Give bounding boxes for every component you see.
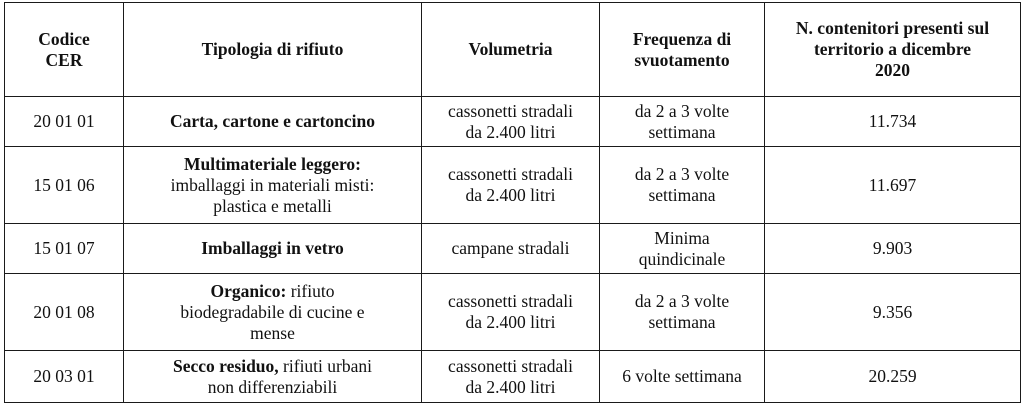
cell-volumetria: campane stradali — [422, 224, 600, 274]
cell-codice: 20 03 01 — [5, 351, 124, 403]
cell-codice: 20 01 01 — [5, 97, 124, 147]
cell-tipologia: Organico: rifiuto biodegradabile di cucine e mense — [124, 274, 422, 351]
cell-tipologia: Imballaggi in vetro — [124, 224, 422, 274]
table-row — [5, 97, 1021, 147]
cell-codice: 15 01 06 — [5, 147, 124, 224]
cell-contenitori: 9.356 — [765, 274, 1021, 351]
cell-tipologia: Carta, cartone e cartoncino — [124, 97, 422, 147]
cell-frequenza: da 2 a 3 volte settimana — [600, 97, 765, 147]
header-codice-cer: Codice CER — [5, 3, 124, 97]
cell-volumetria: cassonetti stradali da 2.400 litri — [422, 97, 600, 147]
cell-tipologia: Multimateriale leggero: imballaggi in materiali misti: plastica e metalli — [124, 147, 422, 224]
header-tipologia: Tipologia di rifiuto — [124, 3, 422, 97]
cell-codice: 15 01 07 — [5, 224, 124, 274]
table-header-row — [5, 3, 1021, 97]
waste-collection-table — [4, 2, 1021, 403]
cell-volumetria: cassonetti stradali da 2.400 litri — [422, 274, 600, 351]
header-frequenza: Frequenza di svuotamento — [600, 3, 765, 97]
header-contenitori: N. contenitori presenti sul territorio a dicembre 2020 — [765, 3, 1021, 97]
table-row — [5, 274, 1021, 351]
cell-volumetria: cassonetti stradali da 2.400 litri — [422, 147, 600, 224]
cell-frequenza: da 2 a 3 volte settimana — [600, 147, 765, 224]
cell-frequenza: 6 volte settimana — [600, 351, 765, 403]
cell-frequenza: da 2 a 3 volte settimana — [600, 274, 765, 351]
cell-contenitori: 11.734 — [765, 97, 1021, 147]
cell-frequenza: Minima quindicinale — [600, 224, 765, 274]
cell-codice: 20 01 08 — [5, 274, 124, 351]
cell-volumetria: cassonetti stradali da 2.400 litri — [422, 351, 600, 403]
cell-contenitori: 11.697 — [765, 147, 1021, 224]
table-row — [5, 224, 1021, 274]
table-row — [5, 147, 1021, 224]
cell-tipologia: Secco residuo, rifiuti urbani non differenziabili — [124, 351, 422, 403]
table-row — [5, 351, 1021, 403]
cell-contenitori: 9.903 — [765, 224, 1021, 274]
cell-contenitori: 20.259 — [765, 351, 1021, 403]
header-volumetria: Volumetria — [422, 3, 600, 97]
